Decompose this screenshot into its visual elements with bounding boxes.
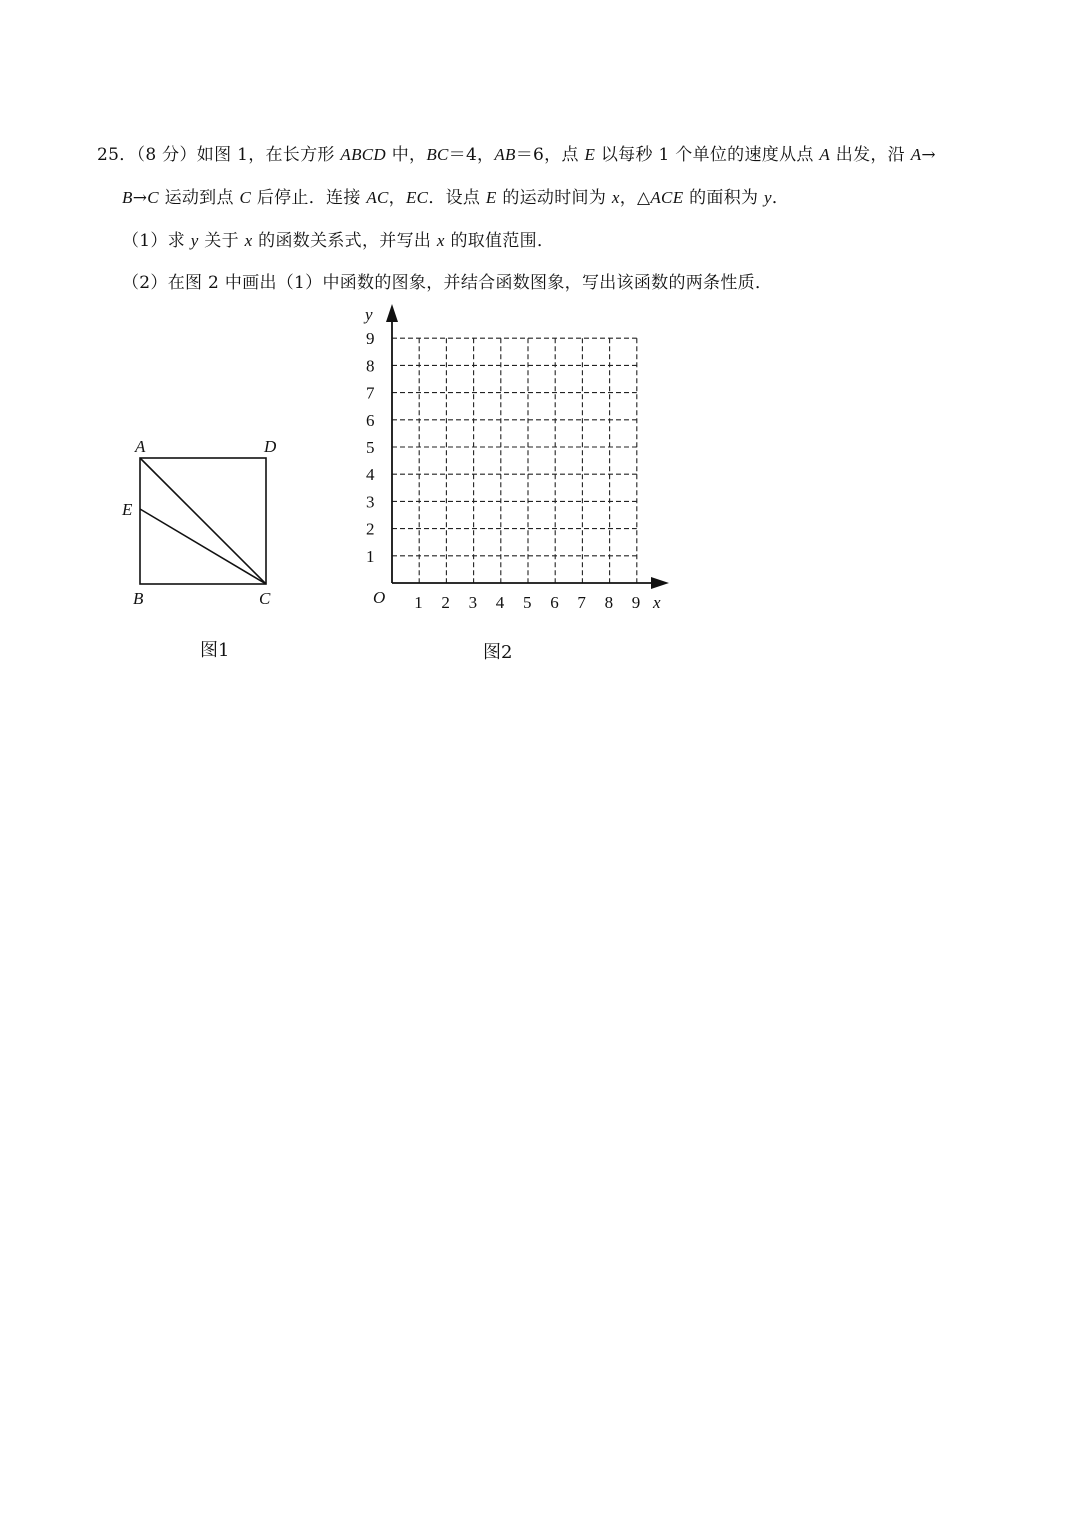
problem-text: ＝6，点 (515, 145, 585, 165)
question-text: （2）在图 2 中画出（1）中函数的图象，并结合函数图象，写出该函数的两条性质． (122, 273, 773, 293)
sub-question-2 (122, 268, 772, 293)
figure-1-rectangle (110, 430, 310, 620)
x-tick-label: 2 (441, 593, 450, 612)
segment-ab: AB (494, 145, 516, 164)
label-a: A (135, 437, 146, 456)
label-c: C (259, 589, 271, 608)
point-c: C (239, 188, 252, 207)
path-point-c: C (147, 188, 159, 207)
variable-y: y (190, 231, 199, 250)
y-tick-label: 1 (366, 546, 375, 566)
path-arrow: → (132, 188, 148, 208)
triangle-ace: ACE (650, 188, 684, 207)
path-point-b: B (122, 188, 133, 207)
problem-text: 运动到点 (158, 188, 240, 208)
point-e: E (584, 145, 596, 164)
figure-2-coordinate-grid (355, 300, 680, 620)
segment-ec: EC (405, 188, 429, 207)
problem-text: 出发，沿 (830, 145, 911, 165)
origin-label: O (373, 588, 386, 607)
x-tick-label: 3 (468, 593, 478, 612)
segment-ac: AC (366, 188, 389, 207)
question-text: 的函数关系式，并写出 (252, 231, 437, 251)
segment-bc: BC (426, 145, 449, 164)
point-a: A (819, 145, 831, 164)
variable-x: x (436, 231, 445, 250)
question-text: 的取值范围． (444, 231, 555, 251)
problem-text: ， (388, 188, 406, 208)
problem-statement-line-2 (122, 183, 789, 208)
problem-text: 以每秒 1 个单位的速度从点 (595, 145, 820, 165)
x-tick-label: 6 (550, 593, 559, 612)
label-b: B (133, 589, 144, 608)
y-tick-label: 6 (366, 410, 375, 430)
problem-number: 25． (97, 145, 137, 165)
problem-text: 的运动时间为 (496, 188, 612, 208)
problem-text: 如图 1，在长方形 (196, 145, 341, 165)
problem-text: ＝4， (448, 145, 495, 165)
problem-text: ． (771, 188, 790, 208)
y-tick-label: 9 (366, 329, 375, 349)
label-d: D (264, 437, 277, 456)
problem-text: 的面积为 (683, 188, 764, 208)
figure-2-caption: 图2 (483, 642, 513, 663)
rect-name: ABCD (340, 145, 386, 164)
y-tick-label: 2 (366, 519, 375, 539)
problem-statement-line-1 (97, 140, 936, 165)
point-e: E (485, 188, 497, 207)
y-tick-label: 4 (366, 465, 375, 485)
y-axis-label: y (365, 305, 373, 324)
x-tick-label: 7 (577, 593, 586, 612)
y-tick-label: 5 (366, 438, 375, 457)
x-tick-label: 4 (495, 593, 505, 612)
problem-text: 中， (386, 145, 427, 165)
path-arrow: → (921, 145, 936, 165)
sub-question-1 (122, 226, 554, 251)
problem-points: （8 分） (136, 145, 197, 165)
y-tick-label: 3 (366, 492, 375, 512)
question-text: 关于 (198, 231, 245, 251)
variable-x: x (244, 231, 253, 250)
y-tick-label: 8 (366, 356, 375, 376)
path-point-a: A (910, 145, 922, 164)
x-tick-label: 9 (631, 593, 641, 612)
x-tick-label: 1 (414, 593, 423, 612)
y-tick-label: 7 (366, 383, 375, 403)
x-axis-label: x (653, 593, 661, 612)
label-e: E (122, 500, 133, 519)
variable-y: y (764, 188, 772, 207)
problem-text: 后停止．连接 (251, 188, 367, 208)
figure-1-caption: 图1 (200, 640, 230, 661)
y-axis-arrow-icon (386, 304, 398, 322)
problem-text: ．设点 (428, 188, 486, 208)
x-tick-label: 5 (523, 593, 532, 612)
x-tick-label: 8 (604, 593, 614, 612)
x-axis-arrow-icon (651, 577, 669, 589)
question-text: （1）求 (122, 231, 191, 251)
problem-text: ，△ (619, 188, 651, 208)
variable-x: x (611, 188, 620, 207)
